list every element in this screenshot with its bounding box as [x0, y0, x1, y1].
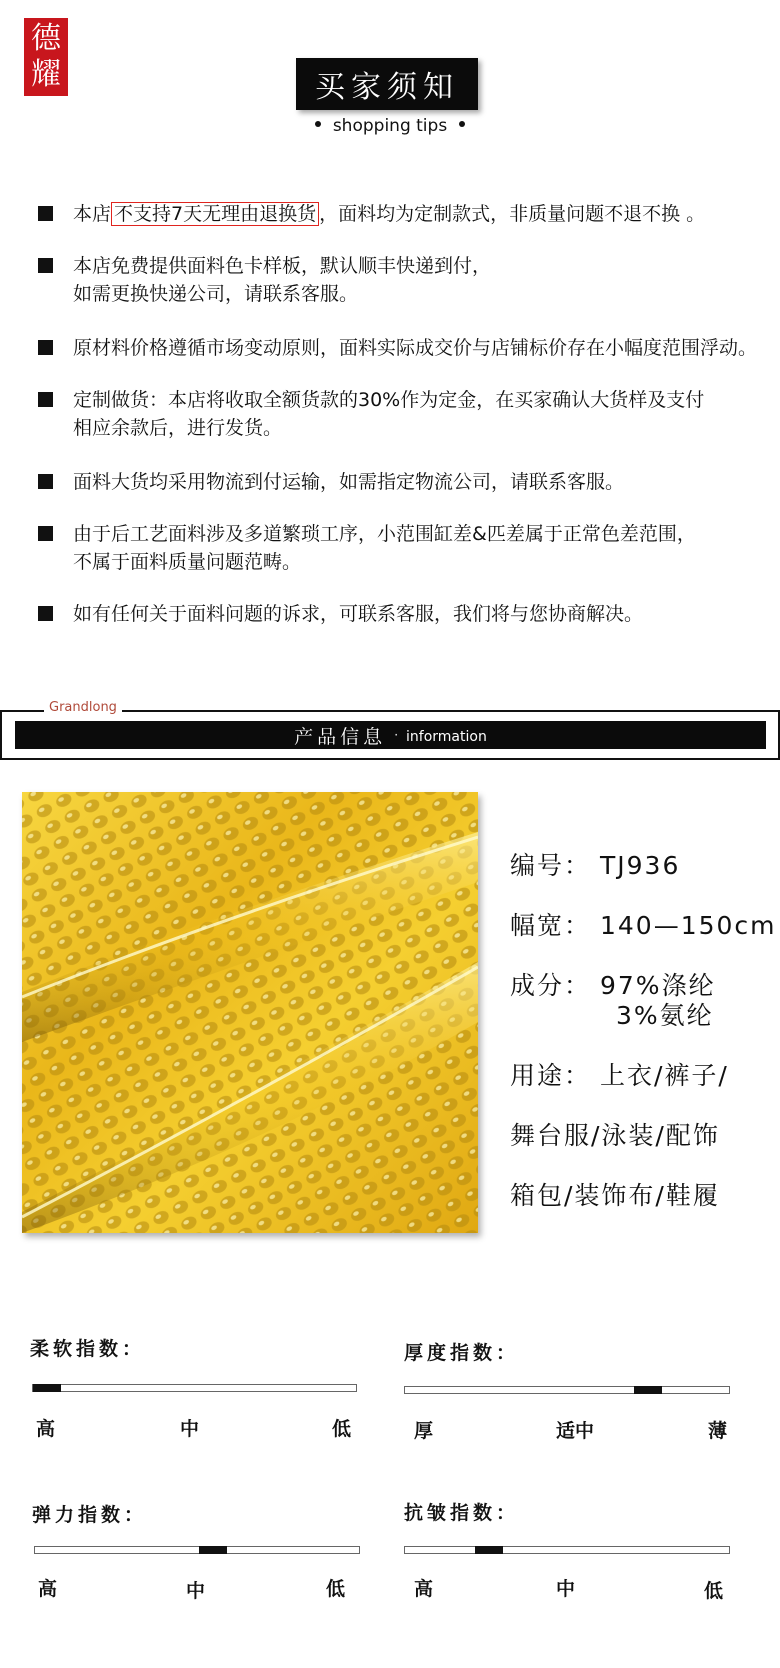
spec-usage-value: 上衣/裤子/ [600, 1061, 729, 1090]
spec-width-value: 140—150cm [600, 911, 777, 940]
wrinkle-label-high: 高 [414, 1578, 434, 1600]
wrinkle-label-low: 低 [704, 1580, 724, 1602]
spec-width [510, 906, 777, 942]
thickness-marker [634, 1386, 662, 1394]
tip-item [38, 252, 778, 310]
notice-subtitle [300, 116, 480, 136]
wrinkle-track [404, 1546, 730, 1554]
thickness-label-medium: 适中 [556, 1420, 595, 1442]
tip-line: 相应余款后，进行发货。 [73, 417, 283, 439]
spec-usage-value-2: 舞台服/泳装/配饰 [510, 1121, 720, 1150]
softness-title: 柔软指数： [30, 1338, 146, 1360]
elasticity-label-high: 高 [38, 1578, 58, 1600]
elasticity-label-mid: 中 [186, 1580, 206, 1602]
logo-char-2: 耀 [31, 57, 61, 92]
fabric-image [22, 792, 478, 1233]
product-info-title: 产品信息 [294, 725, 387, 748]
notice-title: 买家须知 [296, 58, 478, 110]
tip-item [38, 468, 778, 498]
softness-marker [33, 1384, 61, 1392]
square-bullet-icon [38, 392, 53, 407]
tip-line: 不属于面料质量问题范畴。 [73, 551, 302, 573]
spec-usage [510, 1056, 729, 1092]
spec-code-label: 编号： [510, 851, 592, 880]
bullet-dot-icon [315, 121, 321, 127]
spec-usage-value-3: 箱包/装饰布/鞋履 [510, 1181, 720, 1210]
thickness-track [404, 1386, 730, 1394]
logo-char-1: 德 [31, 21, 61, 56]
spec-composition-label: 成分： [510, 971, 592, 1000]
tip-line: 由于后工艺面料涉及多道繁琐工序，小范围缸差&匹差属于正常色差范围， [73, 523, 696, 545]
square-bullet-icon [38, 206, 53, 221]
frame-label: Grandlong [44, 700, 122, 715]
product-info-separator: · [394, 728, 399, 742]
elasticity-marker [199, 1546, 227, 1554]
logo-seal [24, 18, 68, 96]
wrinkle-label-mid: 中 [556, 1578, 576, 1600]
tip-item [38, 334, 778, 364]
tip-item [38, 200, 778, 230]
tip-line: 如需更换快递公司，请联系客服。 [73, 283, 359, 305]
wrinkle-title: 抗皱指数： [404, 1502, 520, 1524]
thickness-label-thin: 薄 [708, 1420, 728, 1442]
spec-usage-label: 用途： [510, 1061, 592, 1090]
fabric-pattern [22, 792, 478, 1233]
product-info-bar [15, 721, 766, 749]
tip-line: 本店免费提供面料色卡样板，默认顺丰快递到付， [73, 255, 492, 277]
thickness-title: 厚度指数： [404, 1342, 520, 1364]
tip-item [38, 600, 778, 630]
spec-width-label: 幅宽： [510, 911, 592, 940]
softness-label-mid: 中 [180, 1418, 200, 1440]
product-info-subtitle: information [406, 729, 487, 745]
elasticity-title: 弹力指数： [32, 1504, 148, 1526]
softness-label-low: 低 [332, 1418, 352, 1440]
spec-code-value: TJ936 [600, 851, 681, 880]
spec-composition-value: 97%涤纶 [600, 971, 716, 1000]
square-bullet-icon [38, 340, 53, 355]
tip-line: 原材料价格遵循市场变动原则，面料实际成交价与店铺标价存在小幅度范围浮动。 [73, 337, 758, 359]
tip-item [38, 520, 778, 578]
bullet-dot-icon [459, 121, 465, 127]
softness-label-high: 高 [36, 1418, 56, 1440]
spec-composition-value-2: 3%氨纶 [616, 1001, 714, 1030]
square-bullet-icon [38, 606, 53, 621]
elasticity-track [34, 1546, 360, 1554]
tip-item [38, 386, 778, 444]
spec-code [510, 846, 680, 882]
thickness-label-thick: 厚 [414, 1420, 434, 1442]
softness-track [32, 1384, 357, 1392]
square-bullet-icon [38, 258, 53, 273]
notice-subtitle-text: shopping tips [332, 116, 448, 136]
square-bullet-icon [38, 526, 53, 541]
wrinkle-marker [475, 1546, 503, 1554]
tip-line: 如有任何关于面料问题的诉求，可联系客服，我们将与您协商解决。 [73, 603, 644, 625]
elasticity-label-low: 低 [326, 1578, 346, 1600]
tip-line: 面料大货均采用物流到付运输，如需指定物流公司，请联系客服。 [73, 471, 625, 493]
highlight-no-return: 不支持7天无理由退换货 [111, 202, 319, 226]
square-bullet-icon [38, 474, 53, 489]
tip-line: 定制做货：本店将收取全额货款的30%作为定金，在买家确认大货样及支付 [73, 389, 705, 411]
tip-line: 本店 不支持7天无理由退换货 ，面料均为定制款式，非质量问题不退不换 。 [73, 203, 706, 225]
